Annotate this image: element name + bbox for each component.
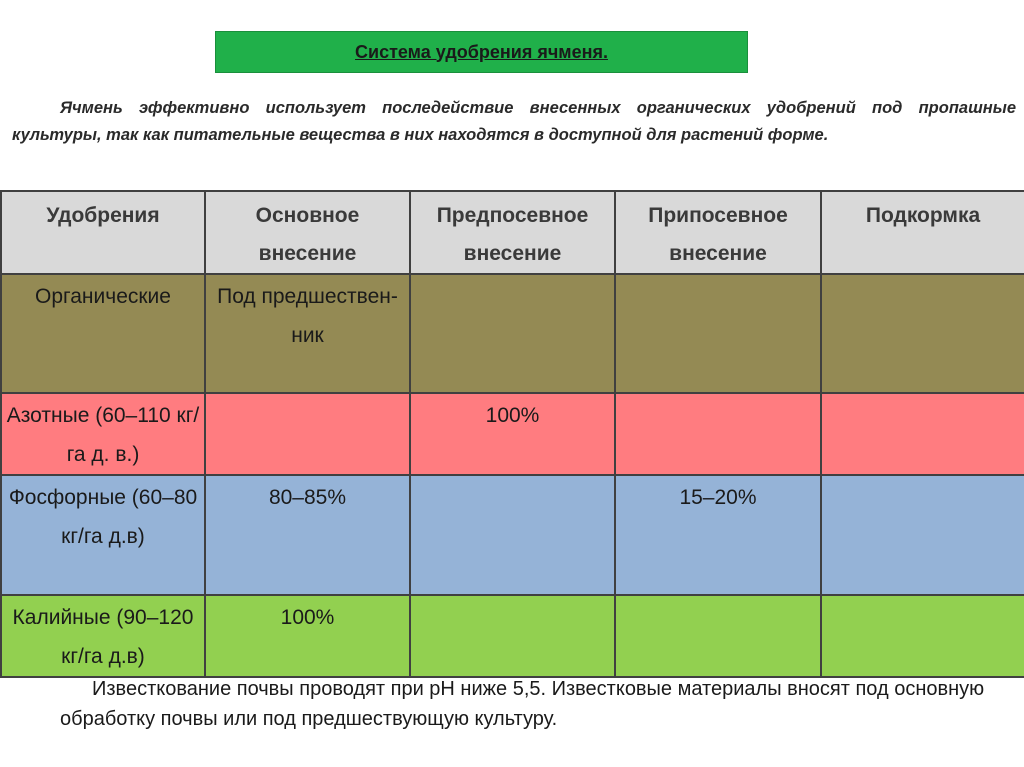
table-header-row xyxy=(1,191,1024,274)
fertilizer-table xyxy=(0,190,1024,678)
cell-topdressing xyxy=(821,274,1024,393)
table-row xyxy=(1,393,1024,475)
title-banner xyxy=(215,31,748,73)
cell-atsowing: 15–20% xyxy=(615,475,821,595)
table-row xyxy=(1,595,1024,677)
page-title: Система удобрения ячменя. xyxy=(355,41,608,62)
table-row xyxy=(1,475,1024,595)
cell-name: Органические xyxy=(1,274,205,393)
cell-name: Калийные (90–120 кг/га д.в) xyxy=(1,595,205,677)
cell-main: 100% xyxy=(205,595,410,677)
intro-paragraph: Ячмень эффективно использует последействие внесенных органических удобрений под пропашные культуры, так как питательные вещества в них находятся в доступной для растений форме. xyxy=(12,99,1016,144)
liming-note: Известкование почвы проводят при рН ниже 5,5. Известковые материалы вносят под основную обработку почвы или под предшествующую культуру. xyxy=(60,678,985,730)
header-fertilizers: Удобрения xyxy=(1,191,205,274)
cell-topdressing xyxy=(821,393,1024,475)
cell-topdressing xyxy=(821,475,1024,595)
cell-presowing: 100% xyxy=(410,393,615,475)
cell-topdressing xyxy=(821,595,1024,677)
cell-atsowing xyxy=(615,595,821,677)
cell-presowing xyxy=(410,595,615,677)
header-presowing: Предпосевное внесение xyxy=(410,191,615,274)
header-at-sowing: Припосевное внесение xyxy=(615,191,821,274)
cell-presowing xyxy=(410,475,615,595)
cell-atsowing xyxy=(615,274,821,393)
cell-main: Под предшествен-ник xyxy=(205,274,410,393)
header-main-application: Основное внесение xyxy=(205,191,410,274)
cell-main: 80–85% xyxy=(205,475,410,595)
table-row xyxy=(1,274,1024,393)
cell-name: Азотные (60–110 кг/га д. в.) xyxy=(1,393,205,475)
cell-atsowing xyxy=(615,393,821,475)
cell-presowing xyxy=(410,274,615,393)
cell-main xyxy=(205,393,410,475)
header-topdressing: Подкормка xyxy=(821,191,1024,274)
cell-name: Фосфорные (60–80 кг/га д.в) xyxy=(1,475,205,595)
